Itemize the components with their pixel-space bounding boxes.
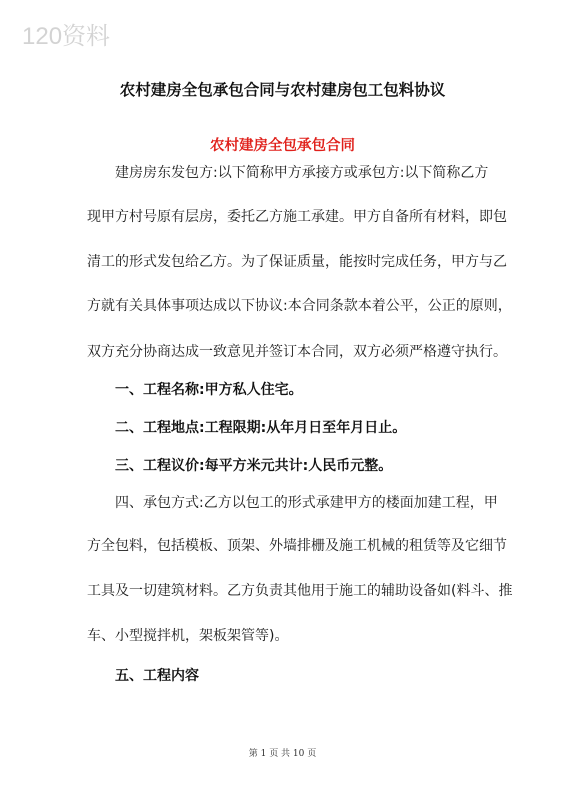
paragraph-line: 方就有关具体事项达成以下协议:本合同条款本着公平，公正的原则， [87, 298, 512, 314]
paragraph-line: 现甲方村号原有层房，委托乙方施工承建。甲方自备所有材料，即包 [87, 209, 507, 225]
document-title: 农村建房全包承包合同与农村建房包工包料协议 [119, 80, 446, 99]
clause-project-content: 五、工程内容 [115, 668, 199, 684]
page-number: 第 1 页 共 10 页 [248, 749, 317, 759]
paragraph-line: 方全包料，包括模板、顶架、外墙排栅及施工机械的租赁等及它细节 [87, 538, 507, 554]
paragraph-line: 四、承包方式:乙方以包工的形式承建甲方的楼面加建工程，甲 [115, 495, 498, 511]
clause-project-price: 三、工程议价:每平方米元共计:人民币元整。 [115, 458, 393, 474]
clause-project-location: 二、工程地点:工程限期:从年月日至年月日止。 [115, 420, 407, 436]
watermark: 120资料 [22, 23, 111, 50]
paragraph-line: 清工的形式发包给乙方。为了保证质量，能按时完成任务，甲方与乙 [87, 254, 507, 270]
contract-subtitle: 农村建房全包承包合同 [210, 137, 355, 154]
paragraph-line: 工具及一切建筑材料。乙方负责其他用于施工的辅助设备如(料斗、推 [87, 583, 513, 599]
clause-project-name: 一、工程名称:甲方私人住宅。 [115, 382, 303, 398]
paragraph-line: 建房房东发包方:以下简称甲方承接方或承包方:以下简称乙方 [115, 165, 489, 181]
paragraph-line: 车、小型搅拌机，架板架管等)。 [87, 628, 289, 644]
paragraph-line: 双方充分协商达成一致意见并签订本合同，双方必须严格遵守执行。 [87, 344, 507, 360]
